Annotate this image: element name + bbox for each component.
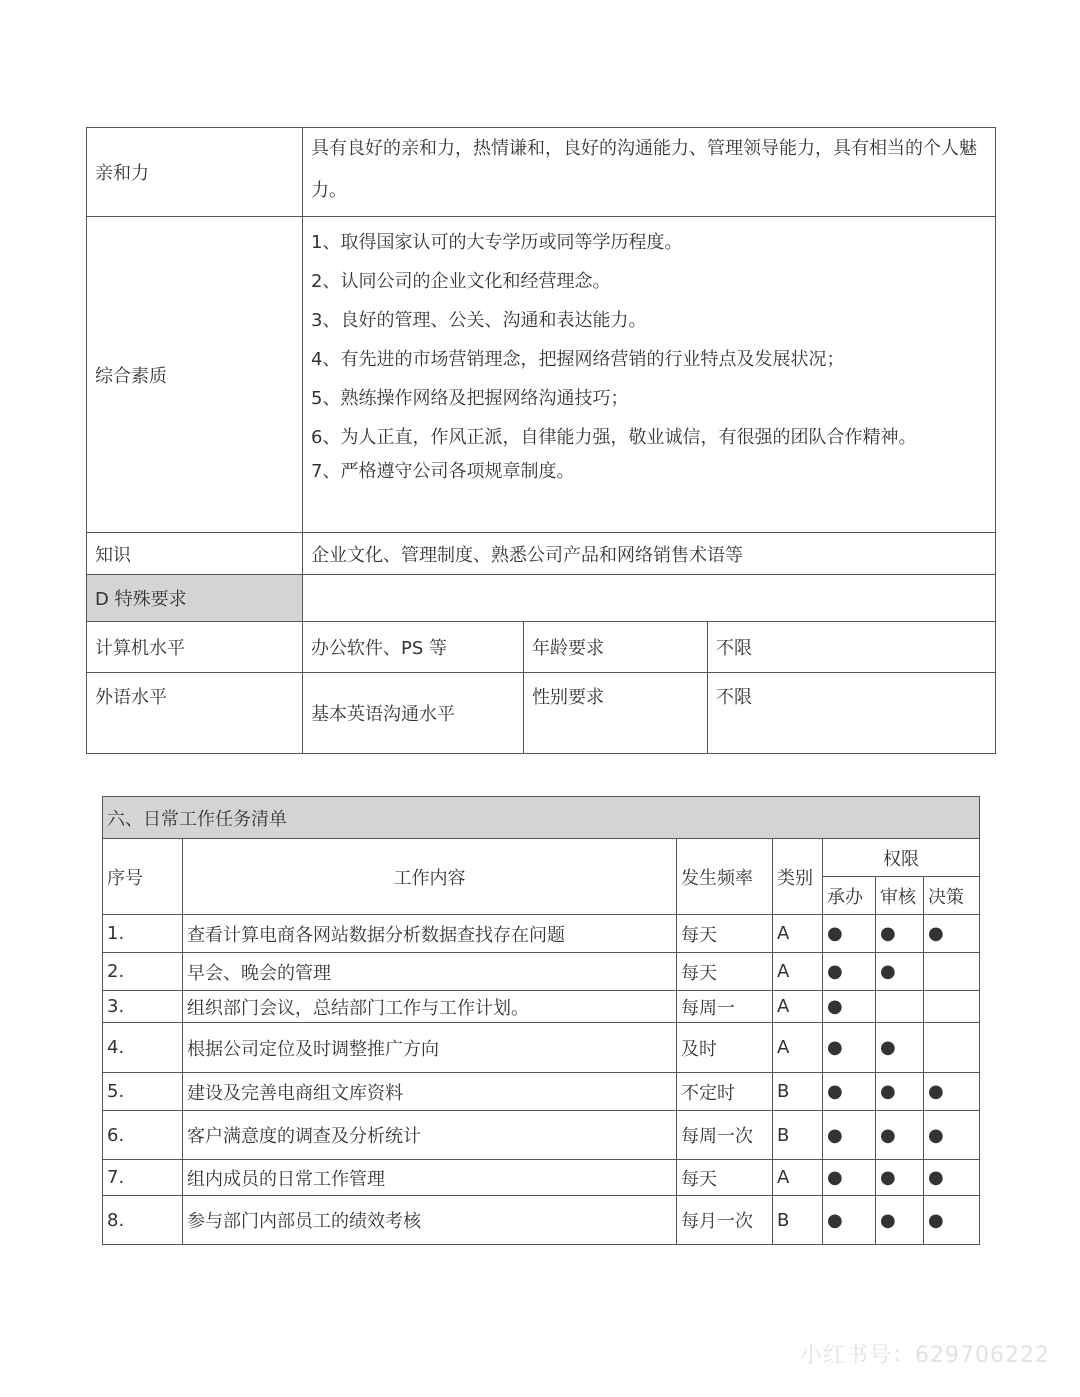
watermark: 小红书号：629706222 [800,1343,1050,1368]
row-content: 根据公司定位及时调整推广方向 [183,1023,677,1073]
row-no: 2. [103,953,183,991]
row-frequency: 每天 [677,953,773,991]
row-content: 客户满意度的调查及分析统计 [183,1111,677,1160]
language-label: 外语水平 [87,673,303,754]
row-review [876,991,924,1023]
gender-value: 不限 [708,673,996,754]
row-category: A [773,1023,823,1073]
row-category: A [773,1160,823,1196]
row-review: ● [876,1111,924,1160]
header-authority: 权限 [823,839,980,877]
table-row [103,991,980,1023]
row-no: 8. [103,1196,183,1245]
row-decide: ● [924,1073,980,1111]
age-value: 不限 [708,622,996,673]
header-handle: 承办 [823,877,876,915]
row-content: 建设及完善电商组文库资料 [183,1073,677,1111]
header-content: 工作内容 [183,839,677,915]
row-frequency: 每天 [677,1160,773,1196]
row-no: 3. [103,991,183,1023]
affinity-text: 具有良好的亲和力，热情谦和，良好的沟通能力、管理领导能力，具有相当的个人魅力。 [303,128,996,217]
row-decide [924,953,980,991]
row-handle: ● [823,1196,876,1245]
row-handle: ● [823,953,876,991]
list-item: 2、认同公司的企业文化和经营理念。 [311,271,611,292]
knowledge-label: 知识 [87,533,303,575]
row-content: 查看计算电商各网站数据分析数据查找存在问题 [183,915,677,953]
task-table-title: 六、日常工作任务清单 [103,797,980,839]
requirements-table [86,127,996,754]
row-decide [924,1023,980,1073]
row-handle: ● [823,1023,876,1073]
row-decide: ● [924,1160,980,1196]
row-category: A [773,915,823,953]
table-row [103,953,980,991]
table-row [103,915,980,953]
row-category: B [773,1196,823,1245]
special-requirements-header: D 特殊要求 [87,575,303,622]
row-review: ● [876,915,924,953]
list-item: 7、严格遵守公司各项规章制度。 [311,461,575,482]
row-category: A [773,953,823,991]
row-handle: ● [823,1073,876,1111]
gender-label: 性别要求 [524,673,708,754]
header-no: 序号 [103,839,183,915]
row-frequency: 每周一次 [677,1111,773,1160]
row-no: 5. [103,1073,183,1111]
row-decide: ● [924,915,980,953]
task-table [102,796,980,1245]
row-frequency: 及时 [677,1023,773,1073]
affinity-label: 亲和力 [87,128,303,217]
table-row [103,1023,980,1073]
row-review: ● [876,1073,924,1111]
row-review: ● [876,1196,924,1245]
row-handle: ● [823,1111,876,1160]
row-content: 组织部门会议，总结部门工作与工作计划。 [183,991,677,1023]
computer-label: 计算机水平 [87,622,303,673]
row-content: 组内成员的日常工作管理 [183,1160,677,1196]
header-frequency: 发生频率 [677,839,773,915]
language-value: 基本英语沟通水平 [303,673,524,754]
row-category: B [773,1073,823,1111]
header-decide: 决策 [924,877,980,915]
table-row [103,1111,980,1160]
knowledge-text: 企业文化、管理制度、熟悉公司产品和网络销售术语等 [303,533,996,575]
header-review: 审核 [876,877,924,915]
table-row [103,1073,980,1111]
table-row [103,1160,980,1196]
row-handle: ● [823,915,876,953]
row-review: ● [876,1023,924,1073]
special-requirements-empty [303,575,996,622]
row-no: 6. [103,1111,183,1160]
list-item: 4、有先进的市场营销理念，把握网络营销的行业特点及发展状况； [311,349,845,370]
row-content: 早会、晚会的管理 [183,953,677,991]
header-category: 类别 [773,839,823,915]
row-handle: ● [823,1160,876,1196]
row-frequency: 每月一次 [677,1196,773,1245]
row-decide: ● [924,1111,980,1160]
computer-value: 办公软件、PS 等 [303,622,524,673]
row-no: 1. [103,915,183,953]
row-decide: ● [924,1196,980,1245]
row-review: ● [876,1160,924,1196]
list-item: 6、为人正直，作风正派，自律能力强，敬业诚信，有很强的团队合作精神。 [311,427,917,448]
row-no: 7. [103,1160,183,1196]
row-frequency: 每周一 [677,991,773,1023]
row-review: ● [876,953,924,991]
quality-label: 综合素质 [87,217,303,533]
row-frequency: 每天 [677,915,773,953]
row-category: B [773,1111,823,1160]
age-label: 年龄要求 [524,622,708,673]
list-item: 1、取得国家认可的大专学历或同等学历程度。 [311,232,683,253]
task-rows [103,915,980,1245]
list-item: 5、熟练操作网络及把握网络沟通技巧； [311,388,629,409]
row-frequency: 不定时 [677,1073,773,1111]
row-handle: ● [823,991,876,1023]
row-no: 4. [103,1023,183,1073]
table-row [103,1196,980,1245]
list-item: 3、良好的管理、公关、沟通和表达能力。 [311,310,647,331]
row-content: 参与部门内部员工的绩效考核 [183,1196,677,1245]
row-category: A [773,991,823,1023]
row-decide [924,991,980,1023]
quality-list [303,217,996,533]
